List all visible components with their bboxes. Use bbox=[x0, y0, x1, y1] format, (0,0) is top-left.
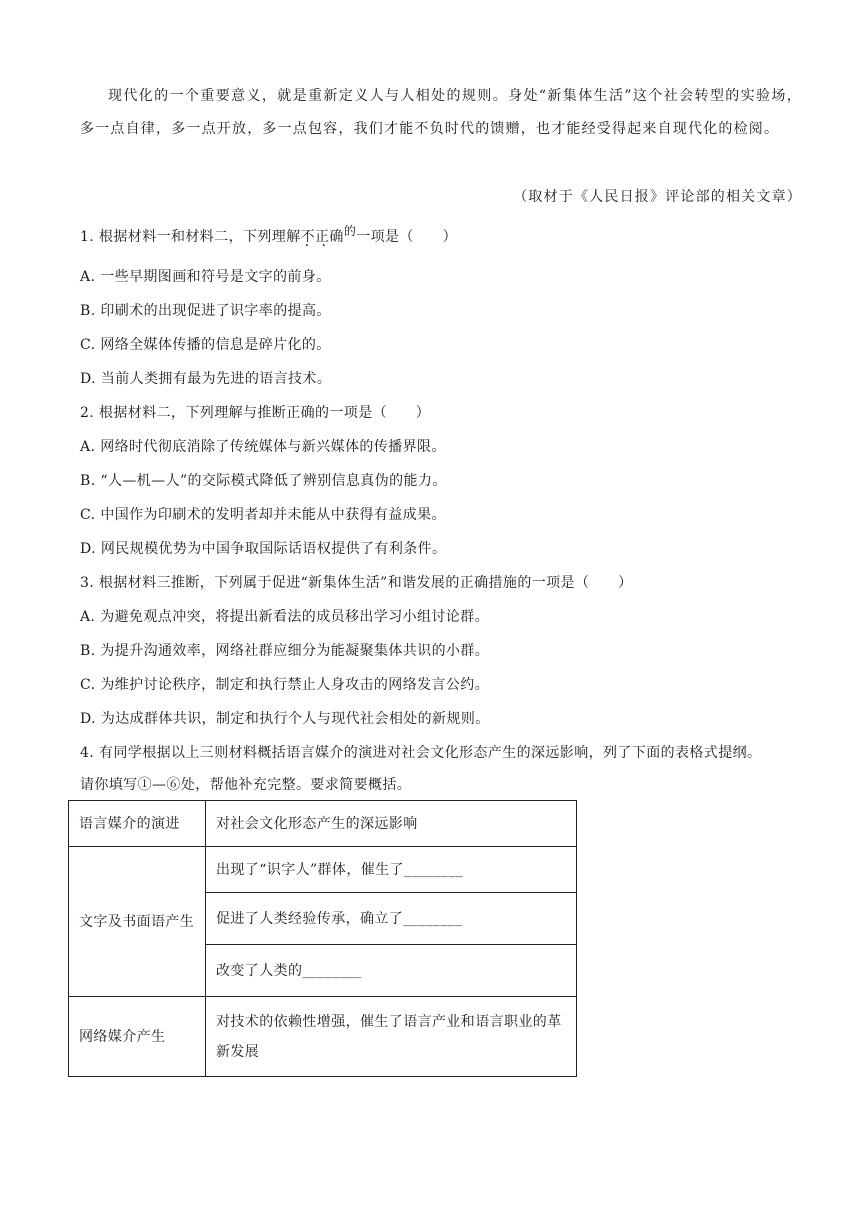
q1-stem-end: 一项是（ ） bbox=[356, 229, 458, 245]
impact-cell-2: 促进了人类经验传承，确立了________ bbox=[206, 893, 577, 945]
q4-stem-line2: 请你填写①—⑥处，帮他补充完整。要求简要概括。 bbox=[80, 777, 412, 793]
table-row bbox=[69, 847, 577, 893]
q3-option-d: D. 为达成群体共识，制定和执行个人与现代社会相处的新规则。 bbox=[80, 711, 490, 727]
impact-cell-4: 对技术的依赖性增强，催生了语言产业和语言职业的革新发展 bbox=[206, 997, 577, 1077]
q3-option-a: A. 为避免观点冲突，将提出新看法的成员移出学习小组讨论群。 bbox=[80, 609, 490, 625]
q2-option-c: C. 中国作为印刷术的发明者却并未能从中获得有益成果。 bbox=[80, 507, 446, 523]
q1-option-b: B. 印刷术的出现促进了识字率的提高。 bbox=[80, 303, 331, 319]
table-row bbox=[69, 997, 577, 1077]
q2-option-b: B. “人—机—人”的交际模式降低了辨别信息真伪的能力。 bbox=[80, 473, 447, 489]
material-paragraph: 现代化的一个重要意义，就是重新定义人与人相处的规则。身处“新集体生活”这个社会转型的实验场，多一点自律，多一点开放，多一点包容，我们才能不负时代的馈赠，也才能经受得起来自现代化的检阅。 bbox=[80, 88, 802, 137]
q3-option-c: C. 为维护讨论秩序，制定和执行禁止人身攻击的网络发言公约。 bbox=[80, 677, 490, 693]
q2-option-a: A. 网络时代彻底消除了传统媒体与新兴媒体的传播界限。 bbox=[80, 439, 446, 455]
group-network-label: 网络媒介产生 bbox=[69, 997, 206, 1077]
impact-cell-1: 出现了“识字人”群体，催生了________ bbox=[206, 847, 577, 893]
table-header-row bbox=[69, 801, 577, 847]
q4-stem-line1: 4. 有同学根据以上三则材料概括语言媒介的演进对社会文化形态产生的深远影响，列了下面的表格式提纲。 bbox=[80, 745, 762, 761]
group-writing-label: 文字及书面语产生 bbox=[69, 847, 206, 997]
q2-option-d: D. 网民规模优势为中国争取国际话语权提供了有利条件。 bbox=[80, 541, 447, 557]
q3-option-b: B. 为提升沟通效率，网络社群应细分为能凝聚集体共识的小群。 bbox=[80, 643, 490, 659]
outline-table bbox=[68, 800, 577, 1077]
header-cultural-impact: 对社会文化形态产生的深远影响 bbox=[206, 801, 577, 847]
q1-stem-superscript: 的 bbox=[343, 224, 357, 238]
material-source: （取材于《人民日报》评论部的相关文章） bbox=[513, 189, 802, 205]
q3-stem: 3. 根据材料三推断，下列属于促进“新集体生活”和谐发展的正确措施的一项是（ ） bbox=[80, 575, 633, 591]
q1-stem-start: 1. 根据材料一和材料二，下列理解 bbox=[80, 229, 301, 245]
impact-cell-3: 改变了人类的________ bbox=[206, 945, 577, 997]
q1-option-a: A. 一些早期图画和符号是文字的前身。 bbox=[80, 269, 331, 285]
q1-stem-emphasis: 不正确 · · bbox=[301, 226, 344, 246]
q1-option-c: C. 网络全媒体传播的信息是碎片化的。 bbox=[80, 337, 331, 353]
q1-stem bbox=[80, 226, 457, 246]
q2-stem: 2. 根据材料二，下列理解与推断正确的一项是（ ） bbox=[80, 405, 431, 421]
q1-option-d: D. 当前人类拥有最为先进的语言技术。 bbox=[80, 371, 332, 387]
header-media-evolution: 语言媒介的演进 bbox=[69, 801, 206, 847]
